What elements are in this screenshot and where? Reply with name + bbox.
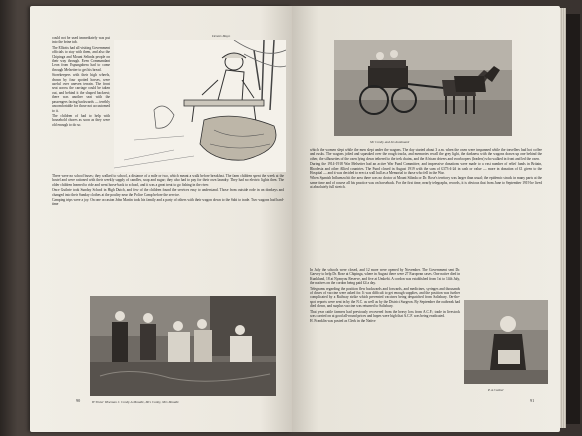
- paragraph: Once Guthrie took Sunday School in High Dutch, and few of the children found the services easy to understand. Those from outside rode in on donkeys and changed into their Sunday clothes at the poultry near the Police Camp before the service.: [52, 188, 284, 197]
- paragraph: H. Franklin was posted as Clerk in the Native: [310, 319, 376, 324]
- left-body-text: [52, 174, 284, 208]
- paragraph: Camping trips were a joy. On one occasion John Martin took his family and a party of others with their wagon down to the Sabi to trade. Two wagons had hard-time: [52, 198, 284, 207]
- group-photo: [90, 296, 276, 396]
- portrait-photo: [464, 300, 548, 384]
- right-body-text: [310, 148, 542, 191]
- paragraph: That year cattle farmers had previously recovered from the heavy loss from A.C.F.; trade in livestock was carried on at good all-round prices and hopes were high that A.C.F. was being eradicated.: [310, 309, 460, 319]
- paragraph: could not be used immediately was put into the brine tub.: [52, 36, 110, 45]
- wagon-photo-caption: Mr Conby and his dumboard: [370, 140, 410, 144]
- paragraph: There were no school buses; they walked to school, a distance of a mile or two, which meant a walk before breakfast. The farm children spent the week at the hostel and were rationed with their weekly supply of candles, soap and sugar; they also had to pay for their own laundry. They had no electric lights then. The older children learned to ride and went horse-back to school, and it was a great treat to go fishing in the river.: [52, 174, 284, 187]
- right-page: [292, 6, 560, 432]
- paragraph: The Elliotts had all visiting Government officials to stay with them, and also the Chipinga and Mount Selinda people on their way through. Even Commandant Leon from Espungabera had to come through Melsetter to get his bread.: [52, 45, 110, 72]
- sketch-caption: Dennis Mayo: [212, 34, 231, 38]
- paragraph: The children of had to help with household chores as soon as they were old enough to do so.: [52, 113, 110, 127]
- paragraph: When Spanish Influenza hit the area there was no doctor at Mount Silinda or Dr. Rose's territory was larger than usual; the epidemic struck in many parts at the same time and of course all his practice was on horseback. For the first time, nearly telegraphs, records, it is obvious that from June to September 1919 he lived at absolutely full stretch.: [310, 176, 542, 190]
- left-page: [30, 6, 292, 432]
- sketch-illustration: [114, 40, 286, 172]
- paragraph: Storekeepers with their high wheels, drawn by four spotted horses, were useful over uneven terrain. The front seat across the carriage could be taken out, and behind it the shaped backrest; there was another seat with the passengers facing backwards — terribly uncomfortable for those not accustomed to it.: [52, 73, 110, 113]
- page-number-left: 90: [76, 398, 81, 403]
- paragraph: During the 1914-1918 War Melsetter had an active War Fund Committee, and impressive donations were made to a vast number of relief funds in Britain, Rhodesia and other Allied countries. The Fund closed in August 1919 with the sum of £373-4-2d in cash or value — more in donation of £1 given to the Hospital — and it was decided to erect a wall hall as a Memorial to those who fell in the War.: [310, 162, 542, 176]
- paragraph: which the women slept while the men slept under the wagons. The day started about 3 a.m. when the oxen were inspanned while the travellers had hot coffee and rusks. The wagons jolted and squeaked over the rough tracks, and memories recall the grey light, the darkness with the wagons drawn up one behind the other, the silhouettes of the oxen lying down tethered to the trek chains, and the African drivers and voorloopers (leaders) who walked in front and led the oxen.: [310, 148, 542, 161]
- group-photo-caption: H Truter Wiseman J. Conby A Moodie, Mrs Conby, Mrs Moodie: [92, 400, 179, 404]
- page-number-right: 91: [530, 398, 535, 403]
- paragraph: In July the schools were closed, and 12 more were opened by November. The Government sent Dr. Garvey to help Dr. Rose at Chipinga, where in August there were 27 European cases. One native died in Kunkland, 18 at Nyanyou Reserve, and five at Umkebi. A cordon was established from 1st to 14th July, the natives on the cordon being paid £4 a day.: [310, 268, 460, 286]
- book-cover-edge: [566, 14, 580, 424]
- paragraph: Telegrams regarding the position flew backwards and forwards, and medicines, syringes and thousands of doses of vaccine were asked for. It was difficult to get enough supplies, and the position was further complicated by a Railway strike which prevented vaccines being despatched from Salisbury. On-the-spot reports were sent in by the N.C. as well as by the District Surgeon. By September the outbreak had died down, and surplus vaccine was returned to Salisbury.: [310, 286, 460, 309]
- left-column-text: [52, 36, 110, 128]
- right-lower-column: [310, 268, 460, 325]
- portrait-caption: P A Conber: [488, 388, 504, 392]
- wagon-photo: [334, 40, 512, 136]
